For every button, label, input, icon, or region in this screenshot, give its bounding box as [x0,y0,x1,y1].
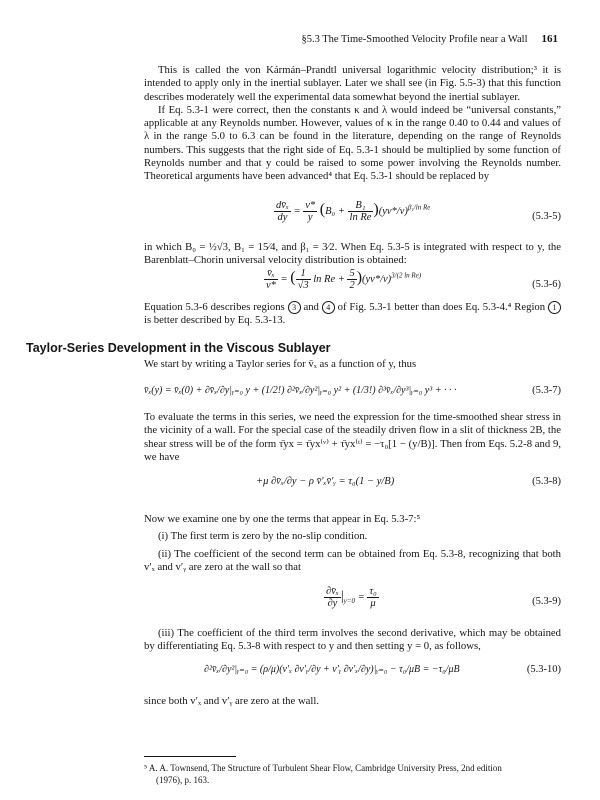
region-marker: 3 [288,301,301,314]
eq-paren: ( [290,268,296,286]
eq-sign: = [357,591,365,603]
paragraph-block [144,695,561,708]
footnote-text: (1976), p. 163. [156,774,210,785]
paragraph: (i) The first term is zero by the no-slip condition. [158,530,368,543]
eq-paren: ) [373,200,379,218]
equation-5-3-8 [144,468,561,498]
eq-den: ln Re [349,212,372,223]
eq-paren: ) [356,268,363,286]
running-head: §5.3 The Time-Smoothed Velocity Profile near a Wall [301,34,528,45]
eq-term: (yv*/ν) [362,273,392,285]
paragraph-block [144,301,561,328]
paragraph: We start by writing a Taylor series for v̄ₓ as a function of y, thus [144,358,417,370]
eq-exponent: β₁/ln Re [407,203,431,212]
eq-term: B₀ + [325,205,345,217]
eq-num: B₁ [355,200,366,211]
equation-body [274,200,430,223]
eq-lhs-num: v̄ₓ [267,268,275,279]
eq-den: √3 [297,280,309,291]
eq-num: ∂v̄ₓ [326,586,339,597]
equation-number: (5.3-5) [532,211,561,222]
region-marker: 4 [322,301,335,314]
paragraph: since both v′ₓ and v′ᵧ are zero at the wall. [144,695,320,707]
eq-paren: ( [319,200,326,218]
paragraph: To evaluate the terms in this series, we need the expression for the time-smoothed shear stress in the vicinity of a wall. For the special case of the steadily driven flow in a slit of thickness 2B, the shear stress will be of the form τ̄yx = τ̄yx⁽ᵛ⁾ + τ̄yx⁽ᵗ⁾ = −τ₀[1 − (y/B)]. Then from Eqs. 5.2-8 and 9, we have [144,411,561,463]
equation-5-3-5 [144,198,561,238]
equation-body: ∂²v̄ₓ/∂y²|ᵧ₌₀ = (ρ/μ)(v′ₓ ∂v′ᵧ/∂y + v′ᵧ ∂v′ₓ/∂y)|ᵧ₌₀ − τ₀/μB = −τ₀/μB [204,664,460,675]
text-run: is better described by Eq. 5.3-13. [144,314,286,327]
equation-body: $\frac{\text{∂v̄ₓ}}{\partial y}$ $|_{y=0}$ = $\frac{\text{τ₀}}{\mu}$ [326,586,377,609]
eq-term: (yv*/ν) [378,205,408,217]
eq-lhs-den: v* [266,280,276,291]
eq-den: ∂y [324,597,341,609]
eq-subscript: y=0 [343,597,355,605]
paragraph-block [144,358,561,371]
page-number: 161 [541,33,558,45]
region-marker: 1 [548,301,561,314]
eq-num: 1 [300,268,306,279]
eq-den: 2 [349,280,355,291]
equation-number: (5.3-6) [532,279,561,290]
eq-lhs-den: dy [274,211,291,223]
equation-body: v̄ₓ(y) = v̄ₓ(0) + ∂v̄ₓ/∂y|ᵧ₌₀ y + (1/2!) ∂²v̄ₓ/∂y²|ᵧ₌₀ y² + (1/3!) ∂³v̄ₓ/∂y³|ᵧ₌₀ y³ + · · · [144,385,457,396]
equation-body [264,268,421,291]
equation-5-3-6 [144,266,561,306]
paragraph-block [144,513,561,574]
eq-den: y [303,211,317,223]
paragraph: If Eq. 5.3-1 were correct, then the constants κ and λ would indeed be “universal constants,” applicable at any Reynolds number. However, values of κ in the range 0.40 to 0.44 and values of λ in the range 5.0 to 6.3 can be found in the literature, depending on the range of Reynolds numbers. This suggests that the right side of Eq. 5.3-1 should be multiplied by some function of Reynolds number and that y could be raised to some power involving the Reynolds number. Theoretical arguments have been advanced⁴ that Eq. 5.3-1 should be replaced by [144,103,561,183]
eq-lhs-num: dv̄ₓ [276,200,289,211]
paragraph-block [144,627,561,654]
eq-den: μ [367,597,378,609]
paragraph-block [144,411,561,464]
paragraph: This is called the von Kármán–Prandtl universal logarithmic velocity distribution;³ it is intended to apply only in the inertial sublayer. Later we shall see (in Fig. 5.5-3) that this function describes moderately well the experimental data somewhat beyond the inertial sublayer. [144,64,561,103]
running-header [300,33,558,45]
eq-term: ln Re + [313,273,345,285]
eq-num: 5 [349,268,355,279]
paragraph: (ii) The coefficient of the second term can be obtained from Eq. 5.3-8, recognizing that both v′ₓ and v′ᵧ are zero at the wall so that [144,547,561,573]
eq-num: v* [305,200,316,211]
eq-sign: = [280,273,288,285]
paragraph: (iii) The coefficient of the third term involves the second derivative, which may be obtained by differentiating Eq. 5.3-8 with respect to y and then setting y = 0, as follows, [144,627,561,653]
text-run: of Fig. 5.3-1 better than does Eq. 5.3-4.⁴ Region [337,301,546,313]
equation-number: (5.3-10) [526,664,561,675]
text-run: Equation 5.3-6 describes regions [144,301,285,313]
equation-number: (5.3-7) [532,385,561,396]
eq-sign: = [293,205,301,217]
paragraph: Now we examine one by one the terms that appear in Eq. 5.3-7:⁵ [144,513,421,525]
paragraph: in which B₀ = ½√3, B₁ = 15⁄4, and β₁ = 3⁄2. When Eq. 5.3-5 is integrated with respect to y, the Barenblatt–Chorin universal velocity distribution is obtained: [144,241,561,267]
equation-5-3-10 [144,656,561,686]
footnote-marker: ⁵ [144,763,148,773]
equation-number: (5.3-9) [532,596,561,607]
equation-5-3-7 [144,378,561,408]
footnote-text: A. A. Townsend, The Structure of Turbulent Shear Flow, Cambridge University Press, 2nd edition [148,763,502,773]
text-run: and [303,301,319,313]
footnote [144,763,561,786]
equation-number: (5.3-8) [532,476,561,487]
intro-text [144,64,561,184]
eq-exponent: 3/(2 ln Re) [391,271,422,280]
paragraph-block [144,241,561,268]
paragraph [144,301,561,328]
eq-num: τ₀ [369,586,377,597]
equation-body: +μ ∂v̄ₓ/∂y − ρ v̄′ₓv̄′ᵧ = τ₀(1 − y/B) [256,476,395,487]
equation-5-3-9 [144,584,561,622]
section-heading: Taylor-Series Development in the Viscous Sublayer [26,341,331,355]
footnote-rule [144,756,236,757]
